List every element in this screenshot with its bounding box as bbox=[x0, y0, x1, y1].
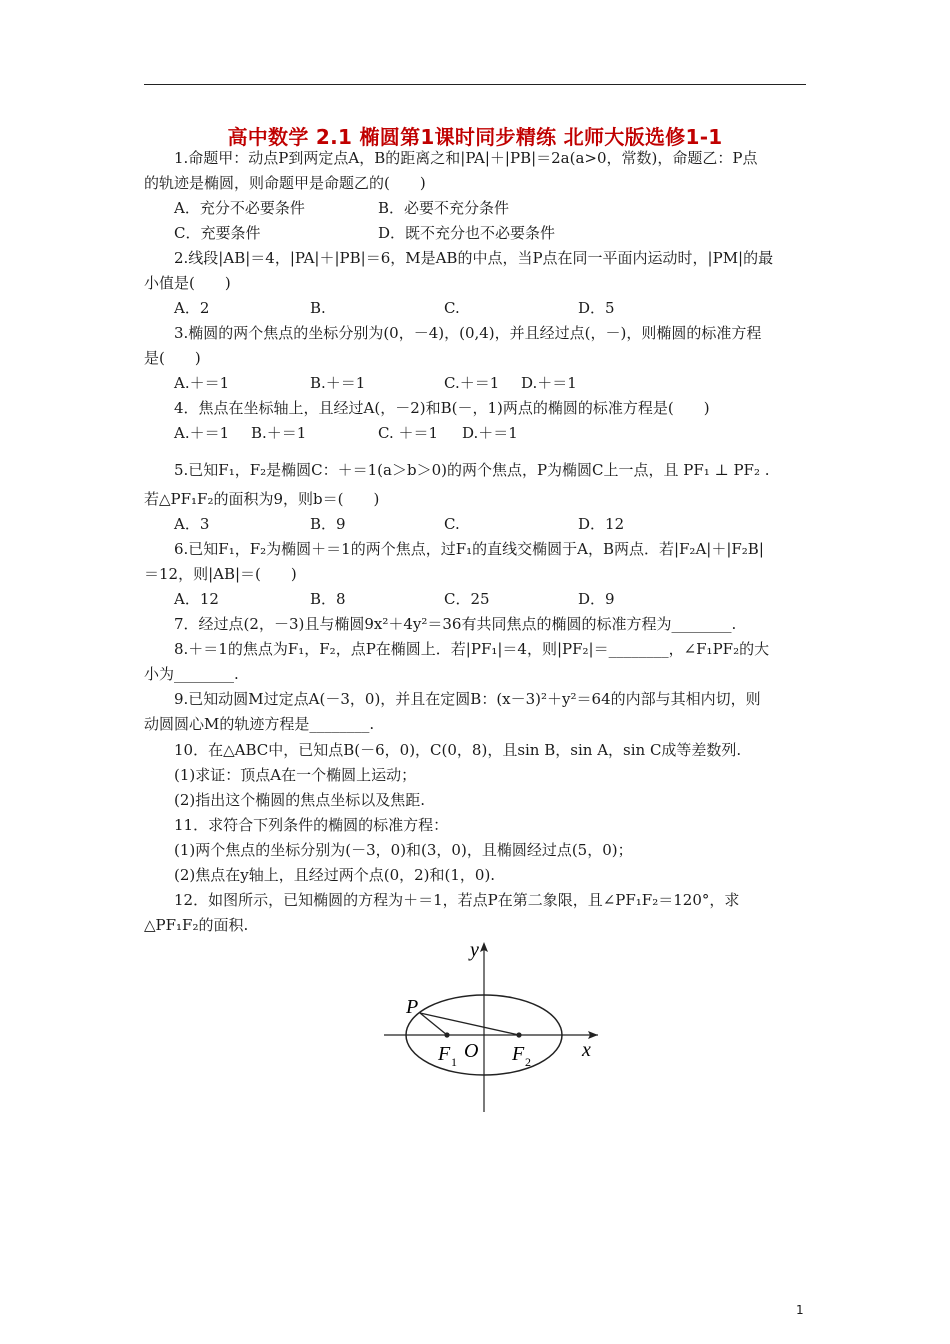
q10-line-1: 10．在△ABC中，已知点B(－6，0)，C(0，8)，且sin B，sin A，sin C成等差数列. bbox=[174, 741, 742, 759]
q6-option-b: B．8 bbox=[310, 590, 346, 608]
q4-line-1: 4．焦点在坐标轴上，且经过A(，－2)和B(－，1)两点的椭圆的标准方程是( ) bbox=[174, 399, 710, 417]
origin-label: O bbox=[464, 1040, 479, 1062]
q5-option-c: C. bbox=[444, 515, 460, 533]
q12-line-2: △PF₁F₂的面积. bbox=[144, 916, 249, 934]
q4-option-c: C. ＋＝1 bbox=[378, 424, 439, 442]
q11-line-1: 11．求符合下列条件的椭圆的标准方程： bbox=[174, 816, 449, 834]
q6-option-d: D．9 bbox=[578, 590, 615, 608]
focus-f2-label: F bbox=[512, 1043, 525, 1065]
q3-line-2: 是( ) bbox=[144, 349, 201, 367]
q2-option-c: C. bbox=[444, 299, 460, 317]
q5-option-d: D．12 bbox=[578, 515, 625, 533]
q2-option-a: A．2 bbox=[174, 299, 210, 317]
q5-option-a: A．3 bbox=[174, 515, 210, 533]
point-p-label: P bbox=[406, 996, 419, 1018]
q10-part-1: (1)求证：顶点A在一个椭圆上运动； bbox=[174, 766, 417, 784]
q1-option-c: C．充要条件 bbox=[174, 224, 261, 242]
x-axis-label: x bbox=[582, 1039, 591, 1061]
page-number: 1 bbox=[796, 1303, 804, 1317]
header-rule bbox=[144, 84, 806, 85]
q6-option-a: A．12 bbox=[174, 590, 219, 608]
q7-line-1: 7．经过点(2，－3)且与椭圆9x²＋4y²＝36有共同焦点的椭圆的标准方程为________. bbox=[174, 615, 737, 633]
q4-option-b: B.＋＝1 bbox=[251, 424, 307, 442]
q1-option-d: D．既不充分也不必要条件 bbox=[378, 224, 556, 242]
q5-line-1: 5.已知F₁，F₂是椭圆C：＋＝1(a＞b＞0)的两个焦点，P为椭圆C上一点，且 PF₁ ⊥ PF₂ . bbox=[174, 461, 770, 479]
q3-option-c: C.＋＝1 bbox=[444, 374, 500, 392]
q2-option-b: B. bbox=[310, 299, 326, 317]
focus-f1-subscript: 1 bbox=[451, 1055, 457, 1069]
segment-p-f2 bbox=[420, 1013, 519, 1035]
q11-part-2: (2)焦点在y轴上，且经过两个点(0，2)和(1，0). bbox=[174, 866, 496, 884]
q6-line-2: ＝12，则|AB|＝( ) bbox=[144, 565, 297, 583]
q3-option-a: A.＋＝1 bbox=[174, 374, 230, 392]
q12-line-1: 12．如图所示，已知椭圆的方程为＋＝1，若点P在第二象限，且∠PF₁F₂＝120°，求 bbox=[174, 891, 740, 909]
q9-line-1: 9.已知动圆M过定点A(－3，0)，并且在定圆B：(x－3)²＋y²＝64的内部与其相内切，则 bbox=[174, 690, 761, 708]
q3-option-b: B.＋＝1 bbox=[310, 374, 366, 392]
page-title: 高中数学 2.1 椭圆第1课时同步精练 北师大版选修1-1 bbox=[227, 125, 723, 149]
focus-f2-point bbox=[516, 1032, 521, 1037]
q11-part-1: (1)两个焦点的坐标分别为(－3，0)和(3，0)，且椭圆经过点(5，0)； bbox=[174, 841, 633, 859]
focus-f1-label: F bbox=[438, 1043, 451, 1065]
q10-part-2: (2)指出这个椭圆的焦点坐标以及焦距. bbox=[174, 791, 426, 809]
q2-line-1: 2.线段|AB|＝4，|PA|＋|PB|＝6，M是AB的中点，当P点在同一平面内运动时，|PM|的最 bbox=[174, 249, 774, 267]
q1-option-a: A．充分不必要条件 bbox=[174, 199, 305, 217]
q9-line-2: 动圆圆心M的轨迹方程是________. bbox=[144, 715, 375, 733]
q4-option-d: D.＋＝1 bbox=[462, 424, 518, 442]
focus-f2-subscript: 2 bbox=[525, 1055, 531, 1069]
q5-line-2: 若△PF₁F₂的面积为9，则b＝( ) bbox=[144, 490, 380, 508]
q1-line-2: 的轨迹是椭圆，则命题甲是命题乙的( ) bbox=[144, 174, 426, 192]
y-axis-label: y bbox=[470, 939, 479, 961]
q8-line-1: 8.＋＝1的焦点为F₁，F₂，点P在椭圆上．若|PF₁|＝4，则|PF₂|＝________，∠F₁PF₂的大 bbox=[174, 640, 770, 658]
q4-option-a: A.＋＝1 bbox=[174, 424, 230, 442]
q3-option-d: D.＋＝1 bbox=[521, 374, 577, 392]
q3-line-1: 3.椭圆的两个焦点的坐标分别为(0，－4)，(0,4)，并且经过点(，－)，则椭圆的标准方程 bbox=[174, 324, 762, 342]
q1-line-1: 1.命题甲：动点P到两定点A，B的距离之和|PA|＋|PB|＝2a(a>0，常数)，命题乙：P点 bbox=[174, 149, 758, 167]
q1-option-b: B．必要不充分条件 bbox=[378, 199, 510, 217]
q5-option-b: B．9 bbox=[310, 515, 346, 533]
q8-line-2: 小为________. bbox=[144, 665, 239, 683]
q6-line-1: 6.已知F₁，F₂为椭圆＋＝1的两个焦点，过F₁的直线交椭圆于A，B两点．若|F₂A|＋|F₂B| bbox=[174, 540, 764, 558]
focus-f1-point bbox=[444, 1032, 449, 1037]
q6-option-c: C．25 bbox=[444, 590, 490, 608]
q2-option-d: D．5 bbox=[578, 299, 615, 317]
ellipse-figure bbox=[376, 938, 606, 1116]
q2-line-2: 小值是( ) bbox=[144, 274, 231, 292]
